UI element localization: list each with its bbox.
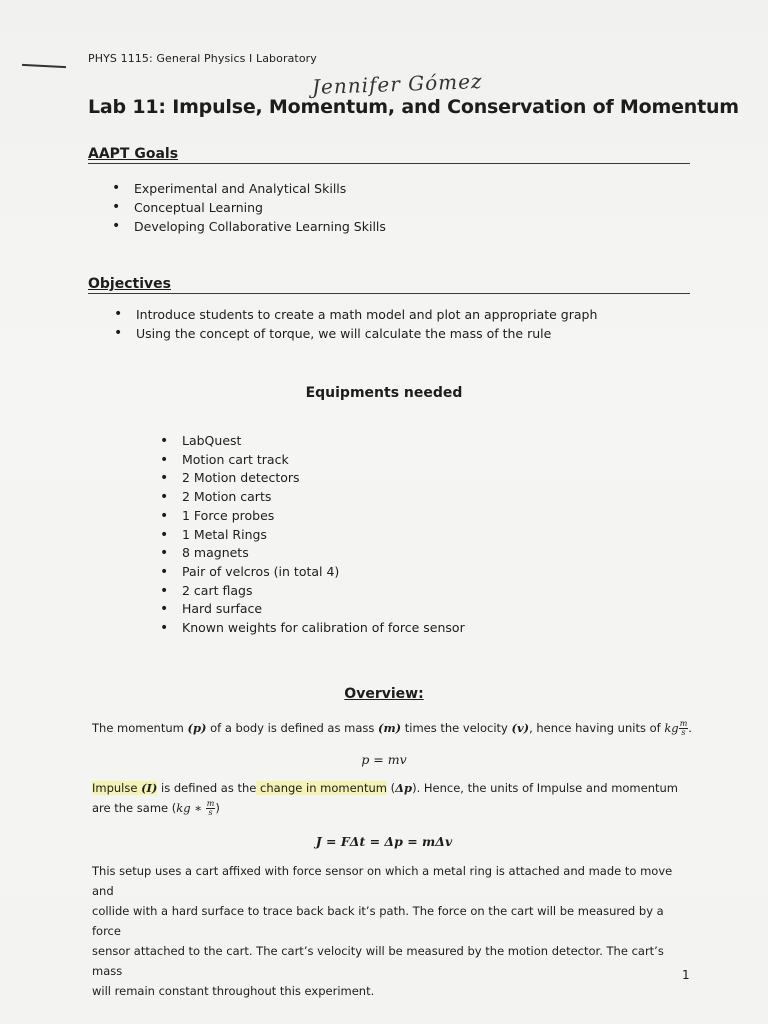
impulse-equation: J = FΔt = Δp = mΔv [315,834,453,849]
impulse-definition [92,778,692,818]
setup-description [92,861,692,1001]
aapt-goals-heading [88,146,690,164]
symbol-i: (I) [141,781,158,795]
list-item: • 2 Motion detectors [156,469,465,488]
course-header: PHYS 1115: General Physics I Laboratory [88,52,317,65]
list-item: • Hard surface [156,600,465,619]
paragraph-line: sensor attached to the cart. The cart’s velocity will be measured by the motion detector. The cart’s mass [92,944,664,978]
list-item: • 2 Motion carts [156,488,465,507]
objectives-list [110,305,597,343]
overview-heading-text: Overview: [344,686,424,702]
text-run: ( [386,781,396,795]
list-item: • Known weights for calibration of force sensor [156,619,465,638]
list-item: • 2 cart flags [156,582,465,601]
unit-kg: kg ∗ [176,801,206,815]
symbol-delta-p: Δp [395,781,413,795]
fraction-numerator: m [206,799,215,808]
unit-kg: kg [664,721,679,735]
equipment-list [156,432,465,638]
text-run: . [688,721,692,735]
symbol-m: (m) [378,721,402,735]
aapt-goals-list [108,179,386,236]
page-number: 1 [682,968,690,982]
text-run: are the same ( [92,801,177,815]
list-item: • Experimental and Analytical Skills [108,179,386,198]
paragraph-line: This setup uses a cart affixed with force sensor on which a metal ring is attached and made to move and [92,864,673,898]
objectives-heading [88,276,690,294]
text-run: times the velocity [401,721,512,735]
list-item: • Developing Collaborative Learning Skills [108,217,386,236]
text-run: , hence having units of [529,721,665,735]
list-item: • Introduce students to create a math model and plot an appropriate graph [110,305,597,324]
text-run: The momentum [92,721,188,735]
fraction-denominator: s [681,728,686,737]
symbol-v: (v) [511,721,530,735]
text-run: ). Hence, the units of Impulse and momentum [412,781,679,795]
text-run: Impulse [92,781,142,795]
page-title: Lab 11: Impulse, Momentum, and Conservation of Momentum [88,96,739,118]
list-item: • LabQuest [156,432,465,451]
momentum-equation: p = mv [361,752,407,767]
list-item: • 1 Force probes [156,507,465,526]
unit-fraction [206,800,216,817]
pen-mark [22,64,66,68]
overview-heading [0,686,768,702]
list-item: • Using the concept of torque, we will calculate the mass of the rule [110,324,597,343]
highlighted-text: change in momentum [256,781,387,795]
fraction-denominator: s [208,808,213,817]
list-item: • Conceptual Learning [108,198,386,217]
text-run: is defined as the [157,781,257,795]
list-item: • Pair of velcros (in total 4) [156,563,465,582]
text-run: ) [215,801,220,815]
text-run: of a body is defined as mass [206,721,379,735]
fraction-numerator: m [679,719,688,728]
list-item: • 1 Metal Rings [156,526,465,545]
paragraph-line: will remain constant throughout this experiment. [92,984,375,998]
symbol-p: (p) [187,721,207,735]
objectives-heading-text: Objectives [88,276,171,292]
paragraph-line: collide with a hard surface to trace back back it’s path. The force on the cart will be measured by a force [92,904,664,938]
momentum-definition [92,718,692,738]
aapt-goals-heading-text: AAPT Goals [88,146,179,162]
list-item: • Motion cart track [156,451,465,470]
equipment-heading: Equipments needed [305,385,463,401]
handwritten-name: Jennifer Gómez [311,69,483,99]
list-item: • 8 magnets [156,544,465,563]
unit-fraction [679,720,689,737]
